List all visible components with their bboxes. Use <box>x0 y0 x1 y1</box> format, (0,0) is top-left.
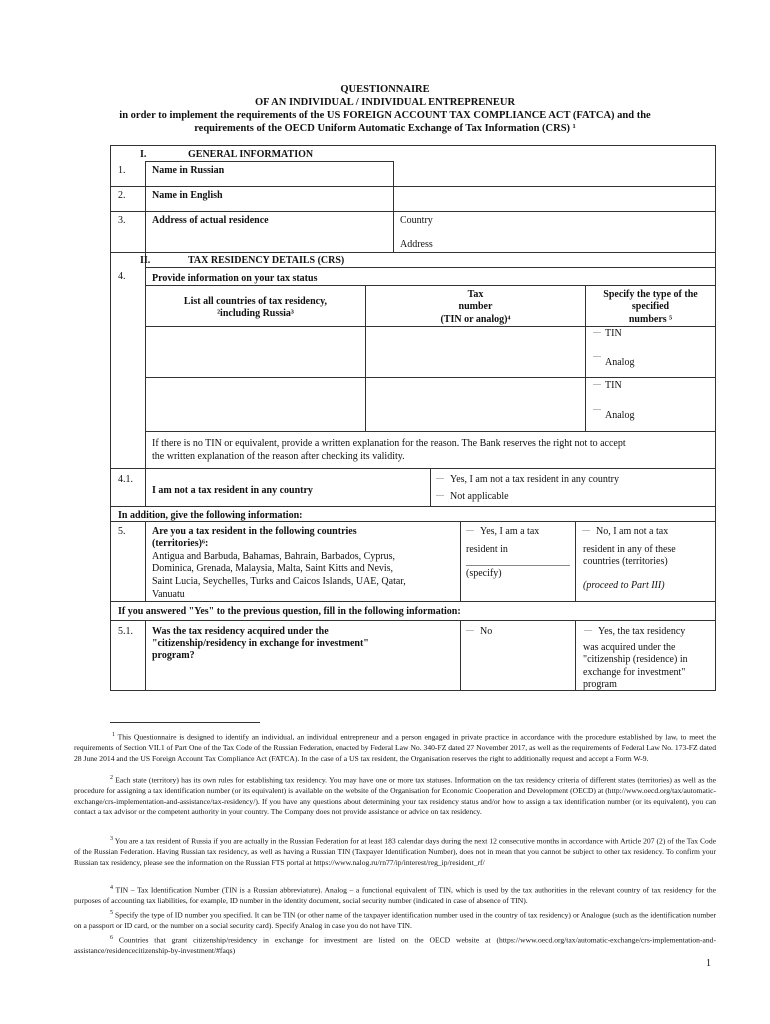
col-tin-header-3: (TIN or analog)⁴ <box>440 314 511 325</box>
row-4-number: 4. <box>118 271 126 282</box>
col-tin-header: Tax <box>467 289 484 300</box>
q51-yes-checkbox[interactable] <box>584 630 592 631</box>
section-1-title: GENERAL INFORMATION <box>188 149 314 160</box>
q51-no-checkbox[interactable] <box>466 630 474 631</box>
row-3-number: 3. <box>118 215 126 226</box>
row-41-number: 4.1. <box>118 474 133 485</box>
tax-status-label: Provide information on your tax status <box>152 273 318 284</box>
analog-option-2: Analog <box>605 410 635 421</box>
footnote-6-text: Countries that grant citizenship/residency in exchange for investment are listed on the OECD website at (https://www.oecd.org/tax/automatic-exchange/crs-implementation-and-assistance/residencecitizenship-by-investment/#faqs) <box>74 935 716 956</box>
q5-no-line4: (proceed to Part III) <box>583 580 665 591</box>
q51-yes-line3: "citizenship (residence) in <box>583 654 688 665</box>
col-type-header-3: numbers ⁵ <box>628 314 673 325</box>
country-field[interactable]: Country <box>400 215 433 226</box>
section-1-number: I. <box>140 149 147 160</box>
tin-option-2: TIN <box>605 380 622 391</box>
not-applicable-checkbox[interactable] <box>436 495 444 496</box>
q51-line3: program? <box>152 650 195 661</box>
q51-yes-line4: exchange for investment" <box>583 667 686 678</box>
tin-option-1: TIN <box>605 328 622 339</box>
footnote-2: $^2$ Each state (territory) has its own rules for establishing tax residency. You may have one or more tax statuses. Information on the tax residency criteria of different states (territories) as well as the procedure for assigning a tax identification number (or its equivalent) is available on the website of the Organisation for Economic Cooperation and Development (OECD) at (http://www.oecd.org/tax/automatic-exchange/crs-implementation-and-assistance/tax-residency/). If you have any questions about determining your tax residency status and/or how to assign a tax identification number (or its equivalent), you can contact a tax advisor or the competent authority in your country. The Company does not provide assistance or advice on tax residency. <box>74 775 716 817</box>
tin-field-2[interactable] <box>366 378 584 430</box>
footnote-separator <box>110 722 260 723</box>
footnote-4-text: TIN – Tax Identification Number (TIN is a Russian abbreviature). Analog – a functional equivalent of TIN, which is used by the tax authorities in the relevant country of tax residency for the purposes of accounting tax liabilities, for example, ID number in the identity document, social security number (indicated in case of absence of TIN). <box>74 885 716 906</box>
doc-purpose-line2: requirements of the OECD Uniform Automatic Exchange of Tax Information (CRS) ¹ <box>194 123 576 134</box>
name-english-label: Name in English <box>152 190 223 201</box>
footnote-3: $^3$ You are a tax resident of Russia if you are actually in the Russian Federation for at least 183 calendar days during the next 12 consecutive months in accordance with Article 207 (2) of the Tax Code of the Russian Federation. Having Russian tax residency, as well as having a Russian TIN (Taxpayer Identification Number), does not in mean that you cannot be subject to other tax residency. To confirm your Russian tax residency, please see the information on the Russian FTS portal at https://www.nalog.ru/rn77/ip/interest/reg_ip/resident_rf/ <box>74 836 717 867</box>
if-yes-heading: If you answered "Yes" to the previous question, fill in the following information: <box>118 606 461 617</box>
section-2-number: II. <box>140 255 151 266</box>
footnote-2-text: Each state (territory) has its own rules for establishing tax residency. You may have one or more tax statuses. Information on the tax residency criteria of different states (territories) as well as the procedure for assigning a tax identification number (or its equivalent) is available on the website of the Organisation for Economic Cooperation and Development (OECD) at (http://www.oecd.org/tax/automatic-exchange/crs-implementation-and-assistance/tax-residency/). If you have any questions about determining your tax residency status and/or how to assign a tax identification number (or its equivalent), you can contact a tax advisor or the competent authority in your country. The Company does not provide assistance or advice on tax residency. <box>74 775 716 817</box>
not-resident-yes-checkbox[interactable] <box>436 478 444 479</box>
q5-line1: Are you a tax resident in the following countries <box>152 526 357 537</box>
not-resident-label: I am not a tax resident in any country <box>152 485 313 496</box>
q5-no-line1: No, I am not a tax <box>596 526 669 537</box>
footnote-3-text: You are a tax resident of Russia if you are actually in the Russian Federation for at least 183 calendar days during the next 12 consecutive months in accordance with Article 207 (2) of the Tax Code of the Russian Federation. Having Russian tax residency, as well as having a Russian TIN (Taxpayer Identification Number), does not in mean that you cannot be subject to other tax residency. To confirm your Russian tax residency, please see the information on the Russian FTS portal at https://www.nalog.ru/rn77/ip/interest/reg_ip/resident_rf/ <box>74 836 717 867</box>
q51-line1: Was the tax residency acquired under the <box>152 626 329 637</box>
q5-countries-3: Saint Lucia, Seychelles, Turks and Caicos Islands, UAE, Qatar, <box>152 576 406 587</box>
footnote-5: $^5$ Specify the type of ID number you specified. It can be TIN (or other name of the taxpayer identification number used in the country of tax residency) or Analogue (such as the identification number on a passport or ID card, or the number on a social security card). Specify Analog in case you do not have TIN. <box>74 910 716 931</box>
tin-checkbox-2[interactable] <box>593 384 601 385</box>
footnote-5-text: Specify the type of ID number you specified. It can be TIN (or other name of the taxpayer identification number used in the country of tax residency) or Analogue (such as the identification number on a passport or ID card, or the number on a social security card). Specify Analog in case you do not have TIN. <box>74 910 716 931</box>
not-applicable-option: Not applicable <box>450 491 509 502</box>
residency-country-field-2[interactable] <box>146 378 364 430</box>
q5-countries-1: Antigua and Barbuda, Bahamas, Bahrain, Barbados, Cyprus, <box>152 551 396 562</box>
q51-yes-line5: program <box>583 679 617 690</box>
doc-purpose-line1: in order to implement the requirements of the US FOREIGN ACCOUNT TAX COMPLIANCE ACT (FATCA) and the <box>119 110 651 121</box>
col-type-header: Specify the type of the <box>603 289 698 300</box>
addition-heading: In addition, give the following information: <box>118 510 303 521</box>
row-5-number: 5. <box>118 526 126 537</box>
q5-no-line2: resident in any of these <box>583 544 676 555</box>
name-english-field[interactable] <box>394 187 714 210</box>
q5-yes-checkbox[interactable] <box>466 530 474 531</box>
row-1-number: 1. <box>118 165 126 176</box>
q5-yes-line1: Yes, I am a tax <box>480 526 540 537</box>
col-tin-header-2: number <box>458 301 493 312</box>
q51-no-option: No <box>480 626 493 637</box>
row-2-number: 2. <box>118 190 126 201</box>
q5-countries-4: Vanuatu <box>152 589 185 600</box>
tin-checkbox-1[interactable] <box>593 332 601 333</box>
q51-yes-line1: Yes, the tax residency <box>598 626 686 637</box>
row-51-number: 5.1. <box>118 626 133 637</box>
analog-option-1: Analog <box>605 357 635 368</box>
q5-line2: (territories)⁶: <box>152 538 209 549</box>
q5-no-line3: countries (territories) <box>583 556 668 567</box>
footnote-1: $^1$ This Questionnaire is designed to identify an individual, an individual entrepreneur and a person engaged in private practice in accordance with the procedure established by law, to meet the requirements of Section VII.1 of Part One of the Tax Code of the Russian Federation, enacted by Federal Law No. 340-FZ dated 27 November 2017, as well as the requirements of Federal Law No. 173-FZ dated 28 June 2014 and the US Foreign Account Tax Compliance Act (FATCA). In the case of a US tax resident, the Organisation reserves the right to additionally request and accept a Form W-9. <box>74 732 716 763</box>
residency-country-field-1[interactable] <box>146 327 364 376</box>
q5-specify-field[interactable] <box>466 565 570 566</box>
page-number: 1 <box>706 958 711 969</box>
address-field[interactable]: Address <box>400 239 433 250</box>
q51-line2: "citizenship/residency in exchange for investment" <box>152 638 369 649</box>
doc-title: QUESTIONNAIRE <box>340 84 430 95</box>
analog-checkbox-1[interactable] <box>593 356 601 357</box>
no-tin-note-line1: If there is no TIN or equivalent, provide a written explanation for the reason. The Bank reserves the right not to accept <box>152 438 626 449</box>
q5-yes-line3: (specify) <box>466 568 502 579</box>
col-countries-header: List all countries of tax residency, <box>183 296 328 307</box>
footnote-4: $^4$ TIN – Tax Identification Number (TIN is a Russian abbreviature). Analog – a functional equivalent of TIN, which is used by the tax authorities in the relevant country of tax residency for the purposes of accounting tax liabilities, for example, ID number in the identity document, social security number (indicated in case of absence of TIN). <box>74 885 716 906</box>
analog-checkbox-2[interactable] <box>593 409 601 410</box>
q51-yes-line2: was acquired under the <box>583 642 676 653</box>
q5-yes-line2: resident in <box>466 544 508 555</box>
tin-field-1[interactable] <box>366 327 584 376</box>
col-type-header-2: specified <box>631 301 670 312</box>
q5-no-checkbox[interactable] <box>582 530 590 531</box>
col-countries-header-2: ²including Russia³ <box>217 308 294 319</box>
footnote-6: $^6$ Countries that grant citizenship/residency in exchange for investment are listed on the OECD website at (https://www.oecd.org/tax/automatic-exchange/crs-implementation-and-assistance/residencecitizenship-by-investment/#faqs) <box>74 935 716 956</box>
not-resident-yes-option: Yes, I am not a tax resident in any country <box>450 474 619 485</box>
doc-subtitle: OF AN INDIVIDUAL / INDIVIDUAL ENTREPRENEUR <box>254 97 516 108</box>
section-2-title: TAX RESIDENCY DETAILS (CRS) <box>188 255 345 266</box>
no-tin-note-line2: the written explanation of the reason after checking its validity. <box>152 451 405 462</box>
footnote-1-text: This Questionnaire is designed to identify an individual, an individual entrepreneur and a person engaged in private practice in accordance with the procedure established by law, to meet the requirements of Section VII.1 of Part One of the Tax Code of the Russian Federation, enacted by Federal Law No. 340-FZ dated 27 November 2017, as well as the requirements of Federal Law No. 173-FZ dated 28 June 2014 and the US Foreign Account Tax Compliance Act (FATCA). In the case of a US tax resident, the Organisation reserves the right to additionally request and accept a Form W-9. <box>74 732 716 763</box>
name-russian-label: Name in Russian <box>152 165 225 176</box>
q5-countries-2: Dominica, Grenada, Malaysia, Malta, Saint Kitts and Nevis, <box>152 563 394 574</box>
address-label: Address of actual residence <box>152 215 269 226</box>
name-russian-field[interactable] <box>394 162 714 185</box>
